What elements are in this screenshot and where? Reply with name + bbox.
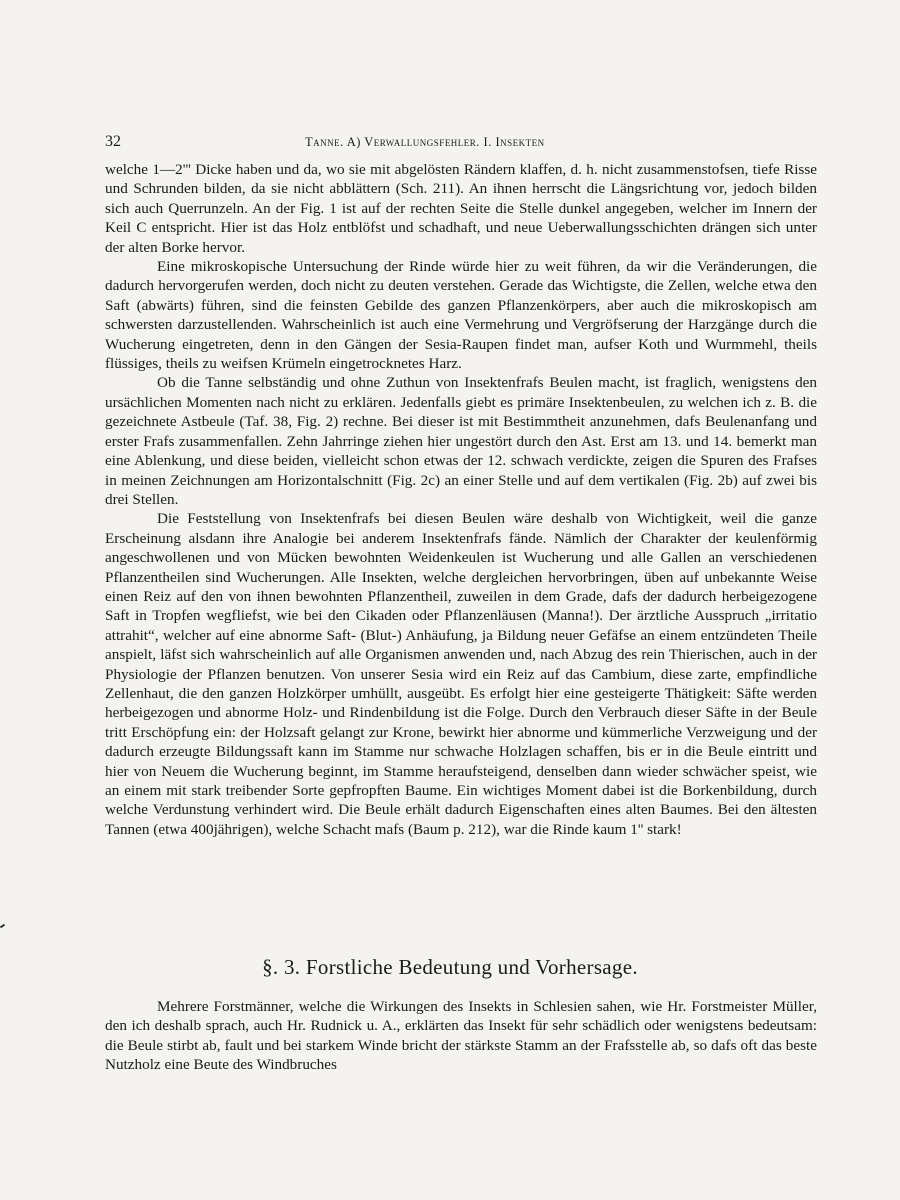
margin-mark	[0, 924, 5, 929]
section-title: §. 3. Forstliche Bedeutung und Vorhersage.	[262, 955, 638, 979]
page-number: 32	[105, 133, 121, 150]
paragraph-1: welche 1—2''' Dicke haben und da, wo sie mit abgelösten Rändern klaffen, d. h. nicht zusammenstofsen, tiefe Risse und Schrunden bilden, da sie nicht abblättern (Sch. 211). An ihnen herrscht die Längsrichtung vor, jedoch bilden sich auch Querrunzeln. An der Fig. 1 ist auf der rechten Seite die Stelle dunkel angegeben, welcher im Innern der Keil C entspricht. Hier ist das Holz entblöfst und schadhaft, und neue Ueberwallungsschichten drängen sich unter der alten Borke hervor.	[105, 161, 817, 256]
paragraph-3: Ob die Tanne selbständig und ohne Zuthun von Insektenfrafs Beulen macht, ist fraglich, wenigstens den ursächlichen Momenten nach nicht zu erklären. Jedenfalls giebt es primäre Insektenbeulen, zu welchen ich z. B. die gezeichnete Astbeule (Taf. 38, Fig. 2) rechne. Bei dieser ist mit Bestimmtheit anzunehmen, dafs Beulenanfang und erster Frafs zusammenfallen. Zehn Jahrringe ziehen hier ungestört durch den Ast. Erst am 13. und 14. bemerkt man eine Ablenkung, und diese beiden, vielleicht schon etwas der 12. schwach verdickte, zeigen die Spuren des Frafses in meinen Zeichnungen am Horizontalschnitt (Fig. 2c) an einer Stelle und auf dem vertikalen (Fig. 2b) auf zwei bis drei Stellen.	[105, 374, 817, 508]
paragraph-4: Die Feststellung von Insektenfrafs bei diesen Beulen wäre deshalb von Wichtigkeit, weil die ganze Erscheinung alsdann ihre Analogie bei anderem Insektenfrafs fände. Nämlich der Charakter der keulenförmig angeschwollenen und von Mücken bewohnten Weidenkeulen ist Wucherung und alle Gallen an verschiedenen Pflanzentheilen sind Wucherungen. Alle Insekten, welche dergleichen hervorbringen, üben auf unbekannte Weise einen Reiz auf den von ihnen bewohnten Pflanzentheil, zuweilen in dem Grade, dafs der dadurch herbeigezogene Saft in Tropfen wegfliefst, wie bei den Cikaden oder Pflanzenläusen (Manna!). Der ärztliche Ausspruch „irritatio attrahit“, welcher auf eine abnorme Saft- (Blut-) Anhäufung, ja Bildung neuer Gefäfse an einem entzündeten Theile anspielt, läfst sich wahrscheinlich auf alle Organismen anwenden und, nach Abzug des rein Thierischen, auch in der Physiologie der Pflanzen benutzen. Von unserer Sesia wird ein Reiz auf das Cambium, diese zarte, empfindliche Zellenhaut, die den ganzen Holzkörper umhüllt, ausgeübt. Es erfolgt hier eine gesteigerte Thätigkeit: Säfte werden herbeigezogen und abnorme Holz- und Rindenbildung ist die Folge. Durch den Verbrauch dieser Säfte in der Beule tritt Erschöpfung ein: der Holzsaft gelangt zur Krone, bewirkt hier abnorme und kümmerliche Verzweigung und der dadurch erzeugte Bildungssaft kann im Stamme nur schwache Holzlagen schaffen, bis er in die Beule eintritt und hier von Neuem die Wucherung beginnt, im Stamme heraufsteigend, denselben dann wieder schwächer speist, wie an einem mit stark treibender Sorte gepfropften Baume. Ein wichtiges Moment dabei ist die Borkenbildung, durch welche Verdunstung verhindert wird. Die Beule erhält dadurch Eigenschaften eines alten Baumes. Bei den ältesten Tannen (etwa 400jährigen), welche Schacht mafs (Baum p. 212), war die Rinde kaum 1'' stark!	[105, 510, 817, 838]
paragraph-2: Eine mikroskopische Untersuchung der Rinde würde hier zu weit führen, da wir die Veränderungen, die dadurch hervorgerufen werden, doch nicht zu deuten verstehen. Gerade das Wichtigste, die Zellen, welche etwa den Saft (abwärts) führen, sind die feinsten Gebilde des ganzen Pflanzenkörpers, aber auch die mikroskopisch am schwersten darzustellenden. Wahrscheinlich ist auch eine Vermehrung und Vergröfserung der Harzgänge durch die Wucherung eingetreten, denn in den Gängen der Sesia-Raupen findet man, aufser Koth und Wurmmehl, theils flüssiges, theils zu weifsen Krümeln eingetrocknetes Harz.	[105, 258, 817, 373]
section-body	[105, 997, 817, 1075]
running-head: Tanne. A) Verwallungsfehler. I. Insekten	[305, 135, 545, 149]
section-paragraph: Mehrere Forstmänner, welche die Wirkungen des Insekts in Schlesien sahen, wie Hr. Forstmeister Müller, den ich deshalb sprach, auch Hr. Rudnick u. A., erklärten das Insekt für sehr schädlich oder wenigstens bedeutsam: die Beule stirbt ab, fault und bei starkem Winde bricht der stärkste Stamm an der Frafsstelle ab, so dafs oft das beste Nutzholz eine Beute des Windbruches	[105, 998, 817, 1074]
body-text	[105, 160, 817, 839]
page-header	[105, 133, 817, 155]
